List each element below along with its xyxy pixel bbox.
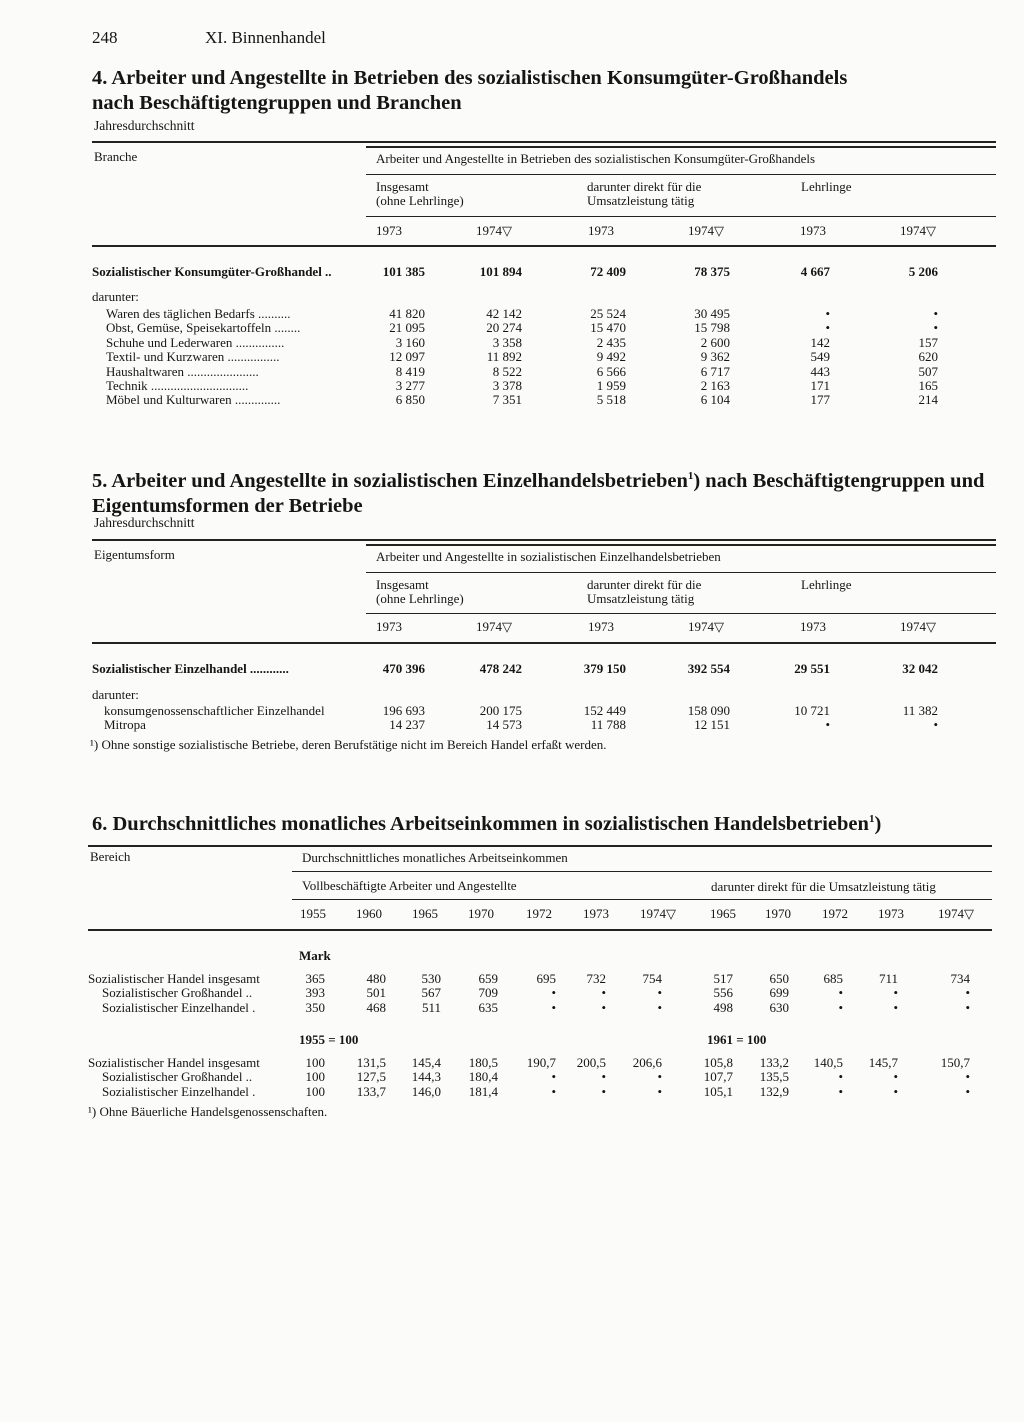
table4-cell: •: [933, 306, 938, 321]
table4-cell: 177: [810, 392, 830, 408]
table4-group-umsatz: darunter direkt für die Umsatzleistung tätig: [587, 179, 702, 209]
table5-total-value: 32 042: [902, 661, 938, 676]
table6-mark-cell: 732: [586, 971, 606, 986]
table5-footnote: ¹) Ohne sonstige sozialistische Betriebe, deren Berufstätige nicht im Bereich Handel erfaßt werden.: [90, 737, 607, 752]
table6-index-cell: •: [657, 1083, 662, 1099]
table5-cell: 11 788: [590, 717, 626, 733]
table6-index-cell: 133,2: [759, 1055, 789, 1070]
table6-index-cell: 140,5: [813, 1055, 843, 1070]
table5-group-insgesamt: Insgesamt (ohne Lehrlinge): [376, 577, 464, 607]
table6-index-label: Sozialistischer Einzelhandel .: [102, 1083, 256, 1099]
table5-cell: 14 573: [486, 717, 522, 733]
table6-index-label: Sozialistischer Großhandel ..: [102, 1069, 253, 1085]
table4-total-value: 4 667: [800, 264, 830, 279]
table6-index-cell: •: [965, 1069, 970, 1085]
table4-cell: 3 277: [395, 378, 425, 393]
table4-cell: 620: [918, 349, 938, 365]
page-number: 248: [92, 28, 118, 47]
year-header: 1974▽: [476, 619, 512, 634]
table6-mark-cell: 709: [478, 985, 498, 1001]
table4-cell: 9 492: [596, 349, 626, 365]
year-header: 1973: [800, 223, 826, 238]
table6-index-cell: 144,3: [411, 1069, 441, 1085]
table4-cell: 2 600: [700, 334, 730, 350]
table4-cell: 15 798: [694, 320, 730, 336]
year-header: 1973: [588, 223, 614, 238]
year-header: 1974▽: [938, 906, 974, 921]
table6-index-cell: 100: [305, 1083, 325, 1099]
table4-cell: 2 435: [596, 334, 626, 350]
table6-mark-cell: •: [893, 999, 898, 1015]
table6-mark-cell: 517: [713, 971, 733, 986]
table4-subtitle: Jahresdurchschnitt: [94, 118, 195, 133]
table5-row-label: Mitropa: [104, 717, 146, 733]
year-header: 1974▽: [900, 619, 936, 634]
table5-cell: 200 175: [479, 703, 522, 718]
table5-group-umsatz: darunter direkt für die Umsatzleistung tätig: [587, 577, 702, 607]
table4-cell: 1 959: [596, 378, 626, 393]
table6-mark-cell: •: [838, 999, 843, 1015]
table6-mark-cell: •: [657, 999, 662, 1015]
table6-index-cell: 131,5: [356, 1055, 386, 1070]
year-header: 1972: [822, 906, 848, 921]
table5-title: 5. Arbeiter und Angestellte in sozialistischen Einzelhandelsbetrieben$^1$) nach Beschäftigtengruppen und Eigentumsformen der Betriebe: [92, 469, 985, 517]
table5-cell: 12 151: [694, 717, 730, 733]
year-header: 1973: [878, 906, 904, 921]
table6-index-label: Sozialistischer Handel insgesamt: [88, 1055, 260, 1070]
year-header: 1970: [765, 906, 791, 921]
table4-cell: 214: [918, 392, 938, 408]
table5-span-head: Arbeiter und Angestellte in sozialistischen Einzelhandelsbetrieben: [376, 549, 721, 564]
table5-stub-head: Eigentumsform: [94, 547, 175, 562]
table4-cell: 7 351: [492, 392, 522, 408]
table4-darunter: darunter:: [92, 289, 139, 304]
table6-mark-cell: 699: [769, 985, 789, 1001]
table6-mark-cell: 498: [713, 999, 733, 1015]
table5-total-label: Sozialistischer Einzelhandel ............: [92, 661, 289, 676]
table5-subtitle: Jahresdurchschnitt: [94, 515, 195, 530]
year-header: 1965: [710, 906, 736, 921]
table4-row-label: Technik ..............................: [106, 378, 249, 393]
table6-mark-cell: •: [965, 985, 970, 1001]
table5-total-value: 470 396: [382, 661, 425, 676]
year-header: 1974▽: [688, 619, 724, 634]
table4-cell: 25 524: [590, 306, 626, 321]
table6-index-cell: 105,8: [703, 1055, 733, 1070]
table4-cell: 20 274: [486, 320, 522, 336]
table4-cell: 171: [810, 378, 830, 393]
table6-mark-cell: 365: [305, 971, 325, 986]
table4-cell: 549: [810, 349, 830, 365]
table4-title: 4. Arbeiter und Angestellte in Betrieben des sozialistischen Konsumgüter-Großhandels nach Beschäftigtengruppen und Branchen: [92, 67, 848, 114]
table6-footnote: ¹) Ohne Bäuerliche Handelsgenossenschaften.: [88, 1104, 328, 1119]
table6-index-cell: •: [893, 1069, 898, 1085]
table6-mark-cell: •: [551, 985, 556, 1001]
table4-row-label: Textil- und Kurzwaren ................: [106, 349, 280, 365]
table4-cell: 41 820: [389, 306, 425, 321]
year-header: 1973: [583, 906, 609, 921]
year-header: 1974▽: [640, 906, 676, 921]
table6-mark-cell: 685: [823, 971, 843, 986]
table4-cell: 11 892: [486, 349, 522, 365]
table6-mark-cell: •: [893, 985, 898, 1001]
table4-cell: 507: [918, 363, 938, 379]
table6-index-cell: 100: [305, 1055, 325, 1070]
table4-cell: 9 362: [700, 349, 730, 365]
table6-index-cell: 107,7: [703, 1069, 733, 1085]
table6-mark-cell: 734: [950, 971, 970, 986]
year-header: 1960: [356, 906, 382, 921]
table6-span-head: Durchschnittliches monatliches Arbeitseinkommen: [302, 850, 568, 865]
table4-cell: 42 142: [486, 306, 522, 321]
table6-index-cell: 127,5: [356, 1069, 386, 1085]
table6-group-umsatz: darunter direkt für die Umsatzleistung tätig: [711, 879, 936, 894]
year-header: 1972: [526, 906, 552, 921]
table4-total-value: 78 375: [694, 264, 730, 279]
year-header: 1974▽: [476, 223, 512, 238]
table6-mark-cell: •: [657, 985, 662, 1001]
table6-index-cell: 132,9: [759, 1083, 789, 1099]
table6-mark-cell: 556: [713, 985, 733, 1001]
table5-total-value: 379 150: [583, 661, 626, 676]
table4-span-head: Arbeiter und Angestellte in Betrieben des sozialistischen Konsumgüter-Großhandels: [376, 151, 816, 166]
table4-cell: 443: [810, 363, 830, 379]
table6-index-cell: •: [601, 1083, 606, 1099]
year-header: 1974▽: [688, 223, 724, 238]
table4-cell: 6 850: [395, 392, 425, 408]
table6-index-cell: 180,4: [468, 1069, 498, 1085]
table4-cell: 142: [810, 334, 830, 350]
year-header: 1973: [800, 619, 826, 634]
table4-cell: •: [825, 306, 830, 321]
table6-mark-cell: 530: [421, 971, 441, 986]
table5-cell: •: [825, 717, 830, 733]
table5-total-value: 392 554: [687, 661, 730, 676]
table4-cell: 15 470: [590, 320, 626, 336]
table5-cell: 158 090: [687, 703, 730, 718]
table6-mark-cell: •: [965, 999, 970, 1015]
table4-cell: 6 566: [596, 363, 626, 379]
table6-mark-cell: 711: [878, 971, 898, 986]
table6-index-cell: •: [657, 1069, 662, 1085]
table4-cell: 2 163: [700, 378, 730, 393]
table4-total-value: 101 385: [382, 264, 425, 279]
table4-cell: 3 358: [492, 334, 522, 350]
table6-unit-mark: Mark: [299, 948, 331, 963]
table4-cell: 3 378: [492, 378, 522, 393]
table6-index-cell: •: [893, 1083, 898, 1099]
table6-index-cell: 146,0: [411, 1083, 441, 1099]
table6-mark-cell: •: [601, 999, 606, 1015]
table4-cell: 8 522: [492, 363, 522, 379]
table4-cell: 12 097: [389, 349, 425, 365]
table5-cell: 10 721: [794, 703, 830, 718]
table4-total-value: 101 894: [479, 264, 522, 279]
table6-mark-cell: 754: [642, 971, 662, 986]
table4-cell: 165: [918, 378, 938, 393]
table6-group-vollbeschaeftigt: Vollbeschäftigte Arbeiter und Angestellte: [302, 878, 517, 893]
table6-mark-cell: •: [601, 985, 606, 1001]
table4-row-label: Obst, Gemüse, Speisekartoffeln ........: [106, 320, 301, 336]
table4-stub-head: Branche: [94, 149, 138, 164]
table6-mark-cell: 350: [305, 999, 325, 1015]
year-header: 1970: [468, 906, 494, 921]
table5-cell: •: [933, 717, 938, 733]
table6-index-cell: •: [965, 1083, 970, 1099]
table5-total-value: 29 551: [794, 661, 830, 676]
table4-row-label: Haushaltwaren ......................: [106, 363, 259, 379]
table4-cell: 8 419: [395, 363, 425, 379]
table4-cell: 6 104: [700, 392, 730, 408]
year-header: 1965: [412, 906, 438, 921]
table4-cell: 3 160: [395, 334, 425, 350]
table5-cell: 152 449: [583, 703, 626, 718]
table6-title: 6. Durchschnittliches monatliches Arbeitseinkommen in sozialistischen Handelsbetrieben$^1$): [92, 812, 882, 835]
table6-mark-cell: 695: [536, 971, 556, 986]
table6-mark-cell: •: [551, 999, 556, 1015]
table6-mark-cell: 511: [421, 999, 441, 1015]
table5-darunter: darunter:: [92, 687, 139, 702]
table6-index-cell: 135,5: [759, 1069, 789, 1085]
table6-index-cell: 181,4: [468, 1083, 498, 1099]
table6-mark-label: Sozialistischer Handel insgesamt: [88, 971, 260, 986]
table4-total-value: 72 409: [590, 264, 626, 279]
table4-cell: •: [825, 320, 830, 336]
table6-index-cell: •: [551, 1083, 556, 1099]
table4-row-label: Schuhe und Lederwaren ...............: [106, 334, 285, 350]
table6-index-cell: 180,5: [468, 1055, 498, 1070]
table5-cell: 11 382: [902, 703, 938, 718]
table6-mark-cell: 635: [478, 999, 498, 1015]
table6-index-cell: 145,7: [868, 1055, 898, 1070]
table5-row-label: konsumgenossenschaftlicher Einzelhandel: [104, 703, 325, 718]
table5-cell: 14 237: [389, 717, 425, 733]
table4-total-value: 5 206: [908, 264, 938, 279]
table4-row-label: Möbel und Kulturwaren ..............: [106, 392, 281, 408]
table6-index-cell: •: [838, 1069, 843, 1085]
table6-mark-cell: 468: [366, 999, 386, 1015]
table6-index-cell: 206,6: [632, 1055, 662, 1070]
table6-mark-cell: 480: [366, 971, 386, 986]
table4-group-lehrlinge: Lehrlinge: [801, 179, 852, 194]
table6-index-cell: 100: [305, 1069, 325, 1085]
year-header: 1955: [300, 906, 326, 921]
table6-index-cell: 105,1: [703, 1083, 733, 1099]
table6-index-cell: 133,7: [356, 1083, 386, 1099]
year-header: 1974▽: [900, 223, 936, 238]
table6-mark-cell: 659: [478, 971, 498, 986]
table4-row-label: Waren des täglichen Bedarfs ..........: [106, 306, 291, 321]
table6-mark-cell: 650: [769, 971, 789, 986]
table6-index-cell: 200,5: [576, 1055, 606, 1070]
table5-group-lehrlinge: Lehrlinge: [801, 577, 852, 592]
table6-index-cell: 150,7: [940, 1055, 970, 1070]
table6-index-1955: 1955 = 100: [299, 1032, 359, 1047]
table6-mark-cell: 567: [421, 985, 441, 1001]
year-header: 1973: [376, 619, 402, 634]
table4-cell: 30 495: [694, 306, 730, 321]
chapter-title: XI. Binnenhandel: [205, 28, 326, 47]
table6-index-cell: 145,4: [411, 1055, 441, 1070]
table6-index-cell: •: [601, 1069, 606, 1085]
table6-mark-cell: •: [838, 985, 843, 1001]
table6-index-cell: •: [551, 1069, 556, 1085]
table4-cell: 157: [918, 334, 938, 350]
table6-stub-head: Bereich: [90, 849, 131, 864]
table6-mark-cell: 630: [769, 999, 789, 1015]
table4-group-insgesamt: Insgesamt (ohne Lehrlinge): [376, 179, 464, 209]
year-header: 1973: [376, 223, 402, 238]
table6-mark-label: Sozialistischer Großhandel ..: [102, 985, 253, 1001]
table4-cell: •: [933, 320, 938, 336]
table6-mark-cell: 393: [305, 985, 325, 1001]
table6-index-1961: 1961 = 100: [707, 1032, 767, 1047]
table4-cell: 6 717: [700, 363, 730, 379]
table6-index-cell: 190,7: [526, 1055, 556, 1070]
table5-total-value: 478 242: [479, 661, 522, 676]
table5-cell: 196 693: [382, 703, 425, 718]
table6-index-cell: •: [838, 1083, 843, 1099]
table6-mark-label: Sozialistischer Einzelhandel .: [102, 999, 256, 1015]
table6-mark-cell: 501: [366, 985, 386, 1001]
year-header: 1973: [588, 619, 614, 634]
table4-cell: 21 095: [389, 320, 425, 336]
table4-total-label: Sozialistischer Konsumgüter-Großhandel ..: [92, 264, 332, 279]
table4-cell: 5 518: [596, 392, 626, 408]
